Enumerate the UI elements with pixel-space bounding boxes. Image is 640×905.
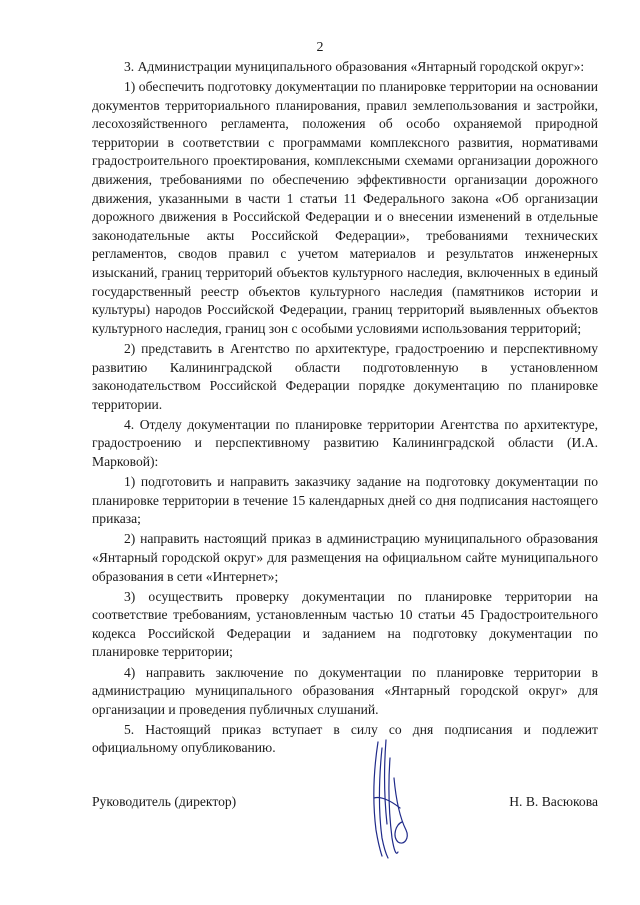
page-number: 2: [316, 40, 324, 55]
paragraph-clause-4-4: 4) направить заключение по документации по планировке территории в администрацию муниципального образования «Янтарный городской округ» для организации и проведения публичных слушаний.: [92, 664, 598, 717]
paragraph-clause-4-3: 3) осуществить проверку документации по планировке территории на соответствие требованиям, установленным частью 10 статьи 45 Градостроительного кодекса Российской Федерации и заданием на подготовку документации по планировке территории;: [92, 588, 598, 660]
paragraph-clause-4-2: 2) направить настоящий приказ в администрацию муниципального образования «Янтарный городской округ» для размещения на официальном сайте муниципального образования в сети «Интернет»;: [92, 531, 598, 584]
paragraph-clause-3: 3. Администрации муниципального образования «Янтарный городской округ»:: [124, 59, 585, 74]
paragraph-clause-5: 5. Настоящий приказ вступает в силу со дня подписания и подлежит официальному опубликованию.: [92, 721, 598, 756]
paragraph-clause-3-1: 1) обеспечить подготовку документации по планировке территории на основании документов территориального планирования, правил землепользования и застройки, лесохозяйственного регламента, положения об особо охраняемой природной территории в соответствии с программами комплексного развития, нормативами градостроительного проектирования, комплексными схемами организации дорожного движения, требованиями по обеспечению эффективности организации дорожного движения, указанными в части 1 статьи 11 Федерального закона «Об организации дорожного движения в Российской Федерации и о внесении изменений в отдельные законодательные акты Российской Федерации», требованиями технических регламентов, сводов правил с учетом материалов и результатов инженерных изысканий, границ территорий объектов культурного наследия, включенных в единый государственный реестр объектов культурного наследия (памятников истории и культуры) народов Российской Федерации, границ территорий выявленных объектов культурного наследия, границ зон с особыми условиями использования территорий;: [92, 79, 598, 336]
paragraph-clause-4-1: 1) подготовить и направить заказчику задание на подготовку документации по планировке территории в течение 15 календарных дней со дня подписания настоящего приказа;: [92, 474, 598, 527]
paragraph-clause-3-2: 2) представить в Агентство по архитектуре, градостроению и перспективному развитию Калининградской области подготовленную в установленном законодательством Российской Федерации порядке документацию по планировке территории.: [92, 340, 598, 412]
signatory-position: Руководитель (директор): [92, 794, 237, 809]
signatory-name: Н. В. Васюкова: [509, 794, 598, 809]
document-body: [92, 58, 598, 759]
signature-block: [92, 794, 598, 816]
paragraph-clause-4: 4. Отделу документации по планировке территории Агентства по архитектуре, градостроению и перспективному развитию Калининградской области (И.А. Марковой):: [92, 416, 598, 469]
